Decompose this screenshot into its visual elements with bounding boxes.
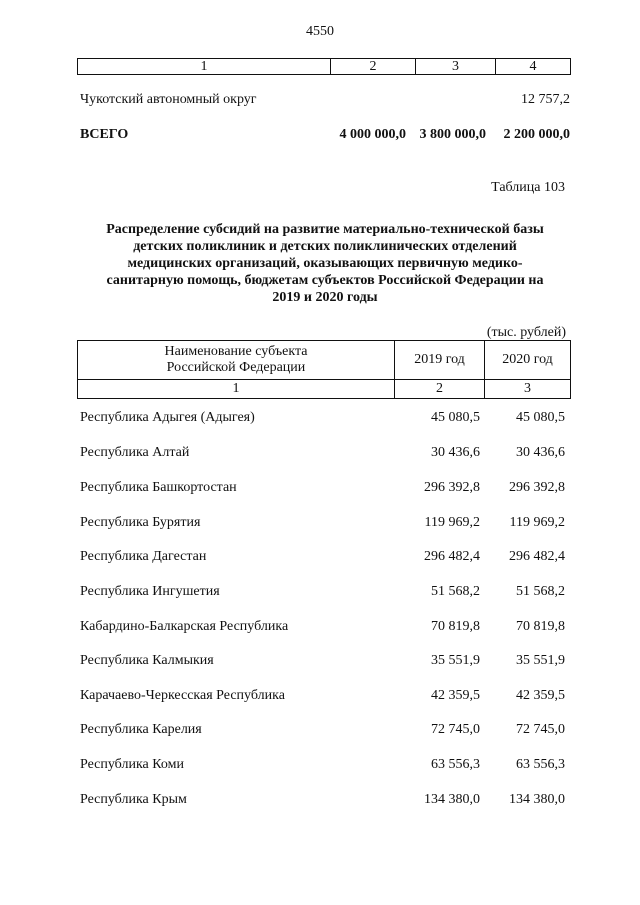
value-2019: 134 380,0	[424, 792, 480, 807]
table-row	[80, 480, 570, 500]
title-line: медицинских организаций, оказывающих первичную медико-	[127, 256, 523, 271]
table-row	[80, 584, 570, 604]
table-row	[80, 410, 570, 430]
value-2020: 35 551,9	[516, 653, 565, 668]
table-header	[77, 340, 571, 399]
total-value-1: 4 000 000,0	[339, 127, 406, 142]
subject-name: Республика Башкортостан	[80, 480, 237, 495]
subject-name: Республика Калмыкия	[80, 653, 214, 668]
header-num-3: 3	[524, 381, 531, 396]
subject-name: Республика Бурятия	[80, 515, 201, 530]
total-value-2: 3 800 000,0	[419, 127, 486, 142]
subject-name: Республика Карелия	[80, 722, 202, 737]
value-2020: 51 568,2	[516, 584, 565, 599]
table-row	[80, 722, 570, 742]
value-2020: 134 380,0	[509, 792, 565, 807]
subject-name: Республика Дагестан	[80, 549, 207, 564]
subject-name: Кабардино-Балкарская Республика	[80, 619, 289, 634]
header-num-2: 2	[395, 380, 485, 398]
table-row	[80, 515, 570, 535]
subject-name: Республика Алтай	[80, 445, 190, 460]
value-2019: 72 745,0	[431, 722, 480, 737]
table-row	[80, 619, 570, 639]
title-line: Распределение субсидий на развитие материально-технической базы	[106, 222, 544, 237]
header-col-3: 3	[416, 59, 496, 74]
subject-name: Республика Крым	[80, 792, 187, 807]
value-2020: 296 392,8	[509, 480, 565, 495]
header-col-4: 4	[529, 59, 537, 74]
table-number: Таблица 103	[491, 180, 565, 195]
table-row	[80, 792, 570, 812]
prev-row-name: Чукотский автономный округ	[80, 92, 257, 107]
subject-name: Республика Ингушетия	[80, 584, 220, 599]
title-line: детских поликлиник и детских поликлинических отделений	[133, 239, 517, 254]
units-label: (тыс. рублей)	[486, 325, 566, 340]
table-row	[80, 549, 570, 569]
value-2020: 42 359,5	[516, 688, 565, 703]
previous-table-header	[77, 58, 571, 75]
table-title	[80, 221, 570, 306]
subject-name: Карачаево-Черкесская Республика	[80, 688, 285, 703]
value-2019: 119 969,2	[424, 515, 480, 530]
subject-name: Республика Коми	[80, 757, 184, 772]
title-line: 2019 и 2020 годы	[272, 290, 378, 305]
table-row	[80, 688, 570, 708]
header-subject-name: Наименование субъекта Российской Федерации	[78, 341, 395, 379]
header-num-1: 1	[78, 380, 395, 398]
value-2019: 296 482,4	[424, 549, 480, 564]
total-label: ВСЕГО	[80, 127, 129, 142]
value-2019: 42 359,5	[431, 688, 480, 703]
value-2019: 35 551,9	[431, 653, 480, 668]
prev-row-value: 12 757,2	[521, 92, 570, 107]
value-2020: 119 969,2	[509, 515, 565, 530]
value-2020: 30 436,6	[516, 445, 565, 460]
value-2019: 45 080,5	[431, 410, 480, 425]
table-row	[80, 757, 570, 777]
header-2020: 2020 год	[502, 352, 553, 367]
value-2019: 296 392,8	[424, 480, 480, 495]
value-2020: 70 819,8	[516, 619, 565, 634]
value-2019: 30 436,6	[431, 445, 480, 460]
value-2020: 296 482,4	[509, 549, 565, 564]
value-2020: 72 745,0	[516, 722, 565, 737]
header-col-1: 1	[78, 59, 331, 74]
table-row	[80, 445, 570, 465]
total-value-3: 2 200 000,0	[503, 127, 570, 142]
page-number: 4550	[306, 24, 334, 39]
value-2019: 70 819,8	[431, 619, 480, 634]
header-2019: 2019 год	[395, 341, 485, 379]
value-2019: 51 568,2	[431, 584, 480, 599]
subject-name: Республика Адыгея (Адыгея)	[80, 410, 255, 425]
table-row	[80, 653, 570, 673]
value-2020: 45 080,5	[516, 410, 565, 425]
header-col-2: 2	[331, 59, 416, 74]
title-line: санитарную помощь, бюджетам субъектов Российской Федерации на	[106, 273, 544, 288]
value-2020: 63 556,3	[516, 757, 565, 772]
value-2019: 63 556,3	[431, 757, 480, 772]
